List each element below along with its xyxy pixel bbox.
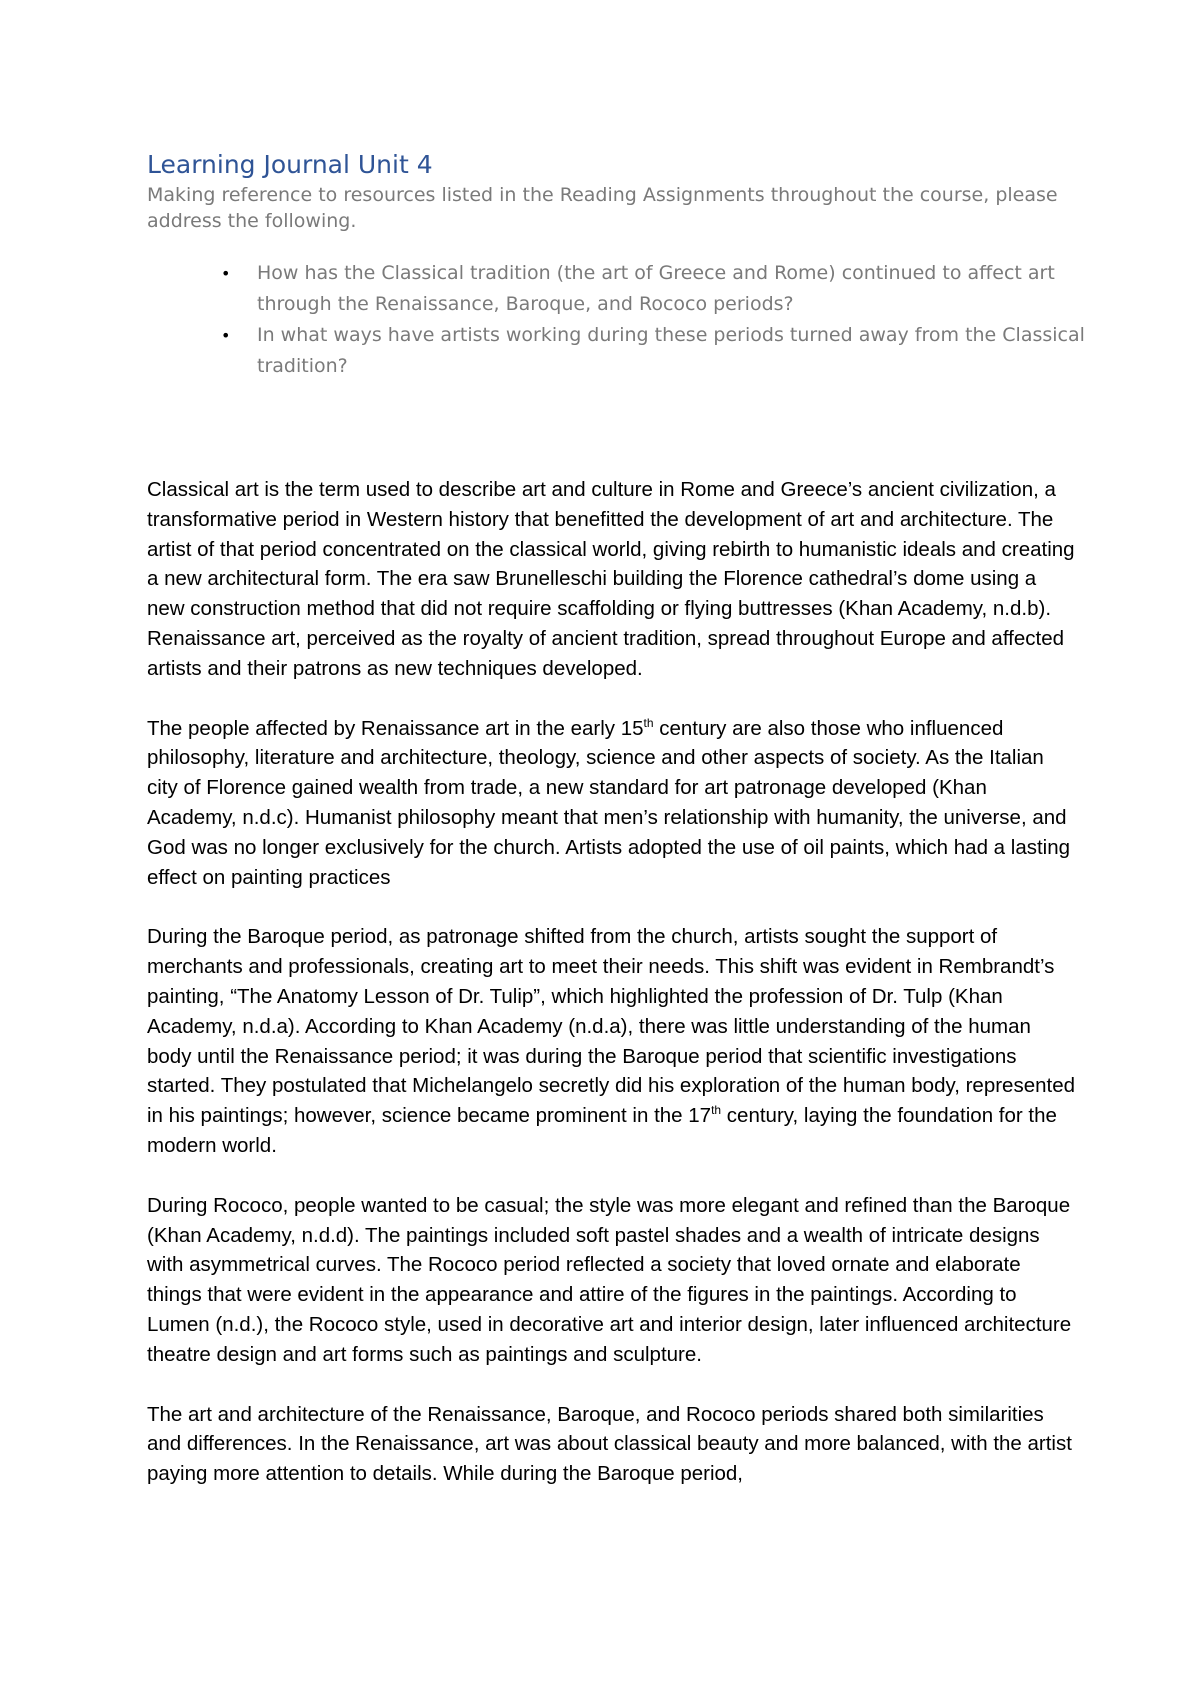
body-paragraph — [147, 922, 1077, 1160]
bullet-icon: • — [221, 326, 231, 345]
superscript: th — [711, 1103, 722, 1118]
prompt-text: How has the Classical tradition (the art of Greece and Rome) continued to affect art through the Renaissance, Baroque, and Rococo periods? — [257, 262, 1055, 315]
document-content — [147, 148, 1085, 1519]
prompt-text: In what ways have artists working during these periods turned away from the Classical tradition? — [257, 324, 1085, 377]
body-paragraph: The art and architecture of the Renaissance, Baroque, and Rococo periods shared both similarities and differences. In the Renaissance, art was about classical beauty and more balanced, with the artist paying more attention to details. While during the Baroque period, — [147, 1402, 1072, 1486]
paragraph-text: During the Baroque period, as patronage shifted from the church, artists sought the support of merchants and professionals, creating art to meet their needs. This shift was evident in Rembrandt’s painting, “The Anatomy Lesson of Dr. Tulip”, which highlighted the profession of Dr. Tulp (Khan Academy, n.d.a). According to Khan Academy (n.d.a), there was little understanding of the human body until the Renaissance period; it was during the Baroque period that scientific investigations started. They postulated that Michelangelo secretly did his exploration of the human body, represented in his paintings; however, science became prominent in the 17 — [147, 925, 1075, 1128]
paragraph-text: The people affected by Renaissance art in the early 15 — [147, 716, 644, 740]
paragraph-text: century, laying the foundation for the modern world. — [147, 1104, 1057, 1157]
document-title: Learning Journal Unit 4 — [147, 150, 433, 179]
bullet-icon: • — [221, 264, 231, 283]
body-paragraph: During Rococo, people wanted to be casual; the style was more elegant and refined than the Baroque (Khan Academy, n.d.d). The paintings included soft pastel shades and a wealth of intricate designs with asymmetrical curves. The Rococo period reflected a society that loved ornate and elaborate things that were evident in the appearance and attire of the figures in the paintings. According to Lumen (n.d.), the Rococo style, used in decorative art and interior design, later influenced architecture theatre design and art forms such as paintings and sculpture. — [147, 1193, 1072, 1366]
journal-body — [147, 475, 1077, 1489]
prompt-list — [147, 258, 1097, 382]
body-paragraph — [147, 714, 1077, 893]
body-paragraph: Classical art is the term used to describe art and culture in Rome and Greece’s ancient civilization, a transformative period in Western history that benefitted the development of art and architecture. The artist of that period concentrated on the classical world, giving rebirth to humanistic ideals and creating a new architectural form. The era saw Brunelleschi building the Florence cathedral’s dome using a new construction method that did not require scaffolding or flying buttresses (Khan Academy, n.d.b). Renaissance art, perceived as the royalty of ancient tradition, spread throughout Europe and affected artists and their patrons as new techniques developed. — [147, 478, 1075, 680]
paragraph-text: century are also those who influenced philosophy, literature and architecture, theology, science and other aspects of society. As the Italian city of Florence gained wealth from trade, a new standard for art patronage developed (Khan Academy, n.d.c). Humanist philosophy meant that men’s relationship with humanity, the universe, and God was no longer exclusively for the church. Artists adopted the use of oil paints, which had a lasting effect on painting practices — [147, 716, 1071, 889]
prompt-item — [221, 320, 1097, 382]
prompt-item — [221, 258, 1097, 320]
superscript: th — [643, 715, 654, 730]
assignment-instructions: Making reference to resources listed in the Reading Assignments throughout the course, please address the following. — [147, 184, 1058, 232]
